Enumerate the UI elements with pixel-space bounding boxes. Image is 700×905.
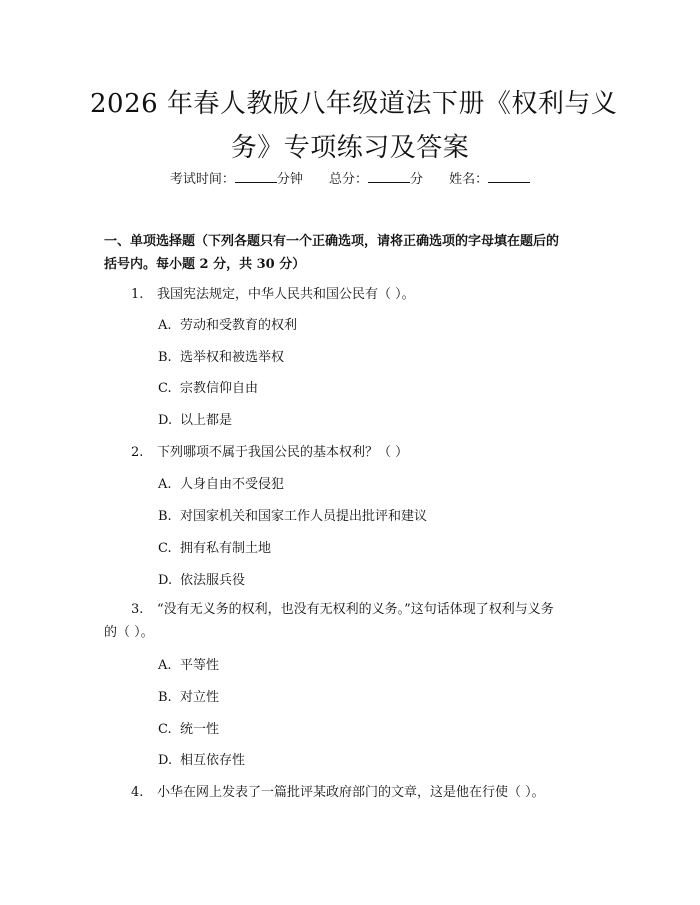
document-title (90, 82, 618, 170)
question-text-line-2: 的（ ）。 (104, 625, 154, 640)
option-text: 对立性 (180, 690, 220, 705)
option-text: 相互依存性 (180, 753, 246, 768)
section-heading (104, 230, 609, 276)
q1-option-d (158, 409, 232, 428)
option-text: 对国家机关和国家工作人员提出批评和建议 (180, 509, 428, 524)
q3-option-d (158, 749, 245, 768)
option-letter: A. (158, 658, 172, 673)
option-text: 统一性 (180, 722, 220, 737)
option-letter: B. (158, 509, 172, 524)
total-score (329, 172, 427, 187)
option-text: 劳动和受教育的权利 (180, 318, 298, 333)
exam-time-unit: 分钟 (276, 172, 303, 187)
option-text: 人身自由不受侵犯 (180, 477, 285, 492)
question-text: 小华在网上发表了一篇批评某政府部门的文章，这是他在行使（ ）。 (157, 785, 545, 800)
question-1 (131, 283, 415, 302)
q2-option-c (158, 537, 271, 556)
option-text: 选举权和被选举权 (180, 350, 285, 365)
total-score-label: 总分： (328, 172, 368, 187)
title-line-2: 务》专项练习及答案 (230, 133, 470, 163)
question-number: 1. (131, 287, 144, 302)
q3-option-b (158, 686, 219, 705)
student-name-blank (488, 170, 530, 183)
q1-option-b (158, 346, 284, 365)
question-text: 下列哪项不属于我国公民的基本权利？（ ） (157, 445, 409, 460)
question-line-1 (104, 598, 604, 621)
title-line-1: 2026 年春人教版八年级道法下册《权利与义 (90, 89, 618, 119)
option-letter: D. (158, 753, 173, 768)
question-3 (104, 598, 604, 644)
option-letter: A. (158, 477, 172, 492)
option-text: 平等性 (180, 658, 220, 673)
option-letter: B. (158, 350, 172, 365)
q1-option-c (158, 377, 258, 396)
exam-info-row (0, 168, 700, 187)
student-name (449, 172, 530, 187)
question-text: 我国宪法规定，中华人民共和国公民有（ ）。 (157, 287, 415, 302)
q1-option-a (158, 314, 297, 333)
q2-option-d (158, 569, 245, 588)
q3-option-c (158, 718, 219, 737)
question-number: 4. (131, 785, 144, 800)
total-score-blank (368, 170, 410, 183)
section-heading-line-2: 括号内。每小题 2 分，共 30 分） (104, 257, 306, 272)
question-2 (131, 441, 408, 460)
exam-time-blank (235, 170, 277, 183)
exam-time-label: 考试时间： (169, 172, 235, 187)
option-letter: D. (158, 413, 173, 428)
section-heading-line-1: 一、单项选择题（下列各题只有一个正确选项，请将正确选项的字母填在题后的 (104, 234, 560, 249)
option-letter: A. (158, 318, 172, 333)
option-text: 拥有私有制土地 (180, 541, 272, 556)
option-letter: B. (158, 690, 172, 705)
q2-option-a (158, 473, 284, 492)
question-number: 2. (131, 445, 144, 460)
option-letter: D. (158, 573, 173, 588)
total-score-unit: 分 (410, 172, 424, 187)
option-letter: C. (158, 722, 172, 737)
q2-option-b (158, 505, 427, 524)
option-text: 宗教信仰自由 (180, 381, 259, 396)
question-4 (131, 781, 545, 800)
option-letter: C. (158, 541, 172, 556)
student-name-label: 姓名： (449, 172, 489, 187)
option-text: 以上都是 (180, 413, 233, 428)
q3-option-a (158, 654, 219, 673)
exam-time (170, 172, 307, 187)
question-number: 3. (131, 602, 144, 617)
option-text: 依法服兵役 (180, 573, 246, 588)
question-text-line-1: “没有无义务的权利，也没有无权利的义务。”这句话体现了权利与义务 (157, 602, 554, 617)
option-letter: C. (158, 381, 172, 396)
